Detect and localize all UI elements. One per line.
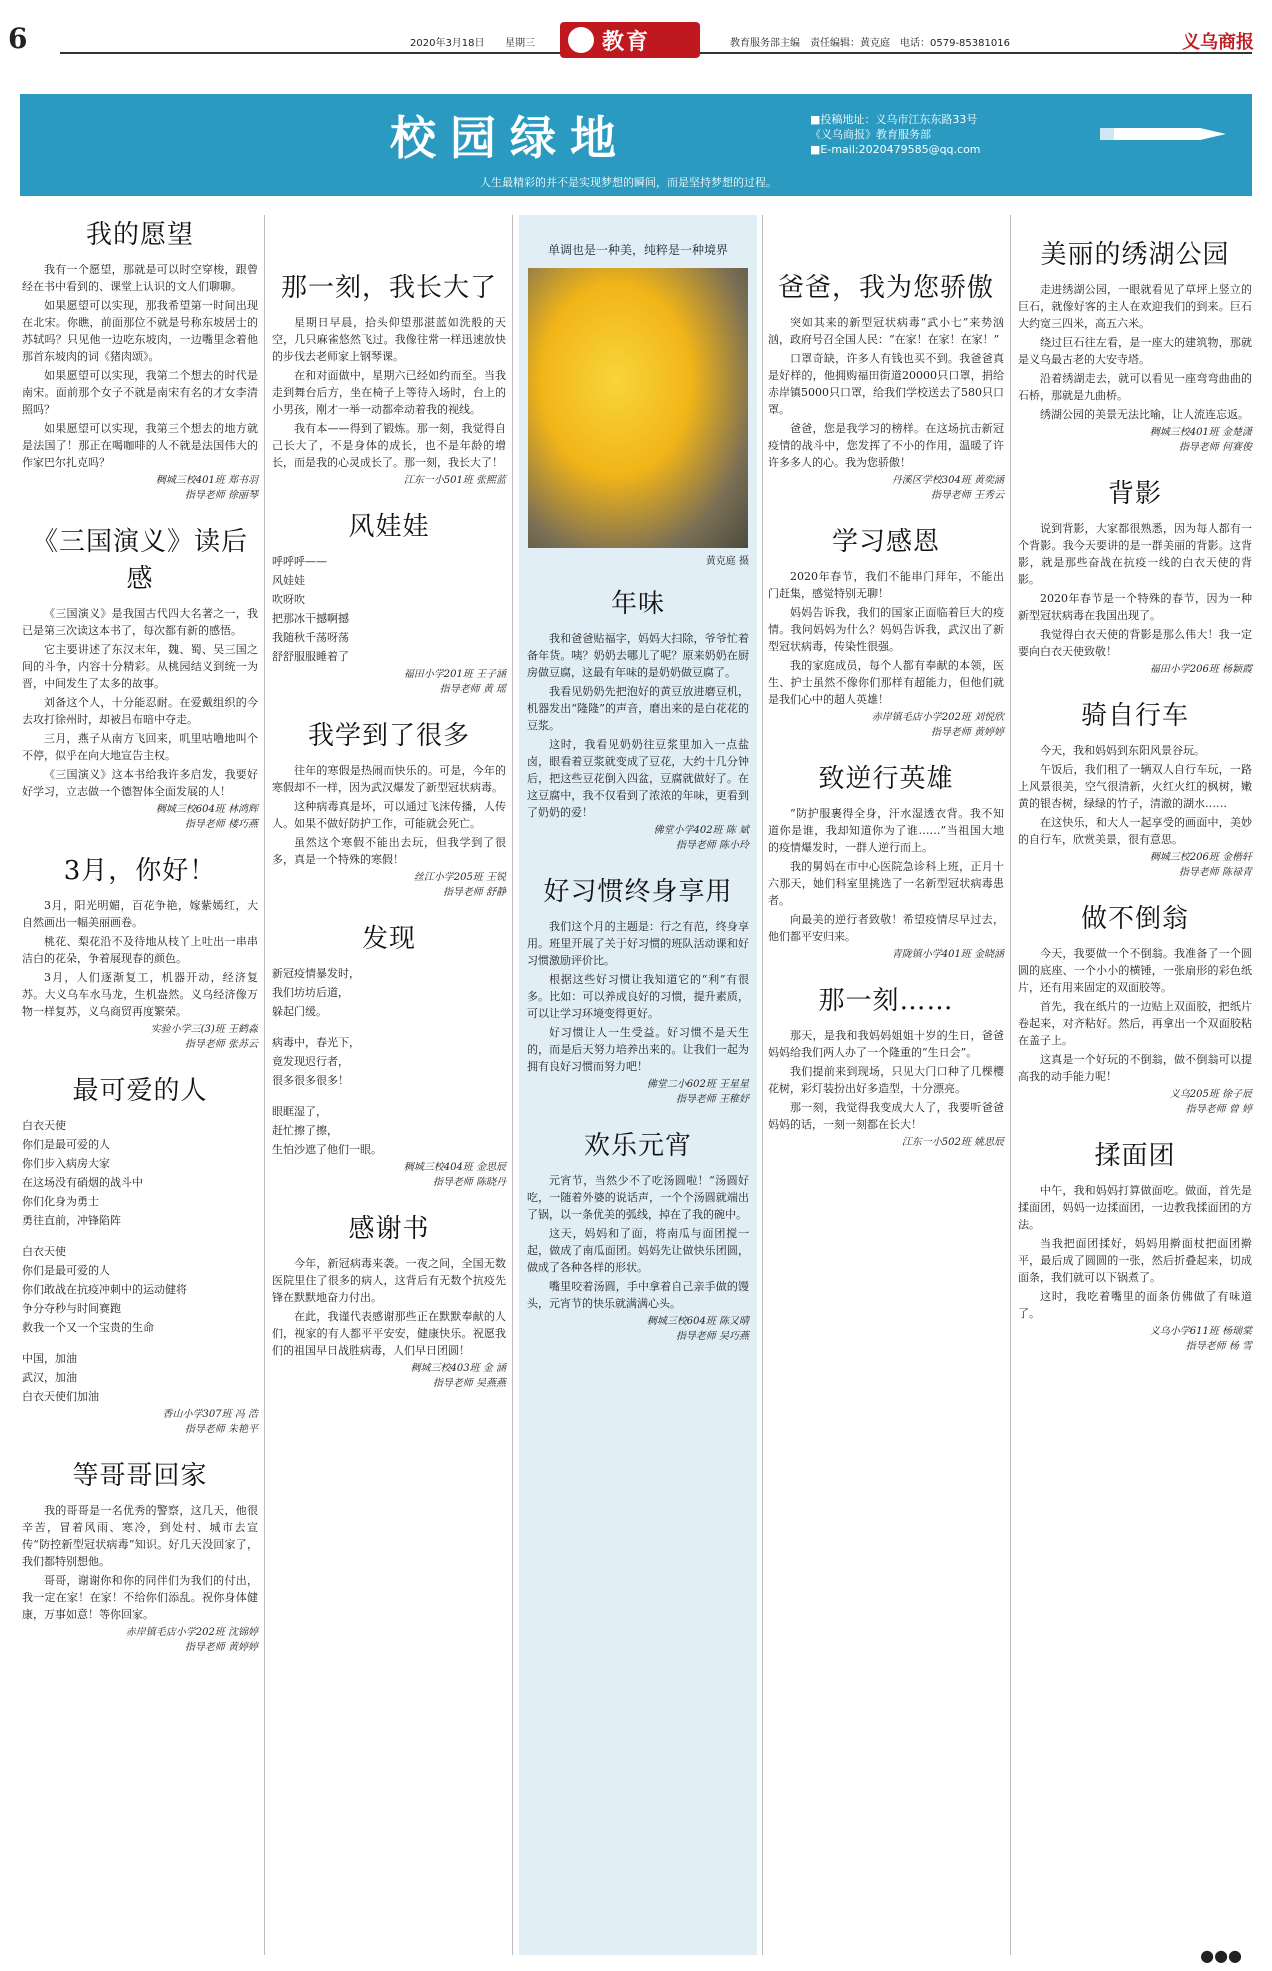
article-paragraph: 哥哥，谢谢你和你的同伴们为我们的付出，我一定在家！在家！不给你们添乱。祝你身体健康，万事如意！等你回家。 [22, 1574, 258, 1621]
poem-line: 把那冰干撼啊撼 [272, 612, 349, 625]
article [768, 758, 1004, 962]
poem-line: 你们是最可爱的人 [22, 1138, 110, 1151]
article [22, 1070, 258, 1437]
poem-line: 呼呼呼—— [272, 555, 327, 568]
article-title: 欢乐元宵 [583, 1131, 692, 1161]
column-3 [519, 215, 757, 1955]
article-paragraph: 我的哥哥是一名优秀的警察，这几天，他很辛苦，冒着风雨、寒冷，到处村、城市去宣传“防控新型冠状病毒”知识。好几天没回家了，我们都特别想他。 [22, 1504, 258, 1568]
article [527, 1125, 749, 1344]
poem-line: 我随秋千荡呀荡 [272, 631, 349, 644]
poem-line: 我们坊坊后道， [272, 986, 349, 999]
article-paragraph: 我觉得白衣天使的背影是那么伟大！我一定要向白衣天使致敬！ [1018, 628, 1252, 658]
article-teacher: 指导老师 楼巧燕 [184, 819, 258, 830]
article [1018, 234, 1252, 455]
column-5 [1018, 232, 1252, 1372]
article-paragraph: 2020年春节，我们不能串门拜年，不能出门赶集，感觉特别无聊！ [768, 570, 1004, 600]
poem-line: 生怕沙遮了他们一眼。 [272, 1143, 382, 1156]
article-paragraph: 它主要讲述了东汉末年，魏、蜀、吴三国之间的斗争，内容十分精彩。从桃园结义到统一为晋，中间发生了太多的故事。 [22, 643, 258, 690]
article-paragraph: 虽然这个寒假不能出去玩，但我学到了很多，真是一个特殊的寒假！ [272, 836, 506, 866]
poem-line: 你们敢战在抗疫冲刺中的运动健将 [22, 1283, 187, 1296]
column-banner [20, 94, 1252, 196]
article-paragraph: 这种病毒真是坏，可以通过飞沫传播，人传人。如果不做好防护工作，可能就会死亡。 [272, 800, 506, 830]
footer-icons: ●●● [1200, 1946, 1242, 1965]
article-paragraph: 嘴里咬着汤圆，手中拿着自己亲手做的馒头，元宵节的快乐就满满心头。 [527, 1280, 749, 1310]
article-paragraph: 今年，新冠病毒来袭。一夜之间，全国无数医院里住了很多的病人，这背后有无数个抗疫先锋在默默地奋力付出。 [272, 1257, 506, 1304]
article-paragraph: 这时，我吃着嘴里的面条仿佛做了有味道了。 [1018, 1290, 1252, 1320]
article-author: 义乌小学611班 杨瑞棠 [1149, 1326, 1252, 1337]
article-title: 感谢书 [348, 1214, 430, 1244]
motto: 人生最精彩的并不是实现梦想的瞬间，而是坚持梦想的过程。 [480, 176, 777, 189]
article-paragraph: 这真是一个好玩的不倒翁，做不倒翁可以提高我的动手能力呢！ [1018, 1053, 1252, 1083]
article [1018, 1135, 1252, 1354]
article [272, 506, 506, 697]
header-weekday: 星期三 [505, 38, 535, 49]
article-title: 那一刻，我长大了 [280, 273, 497, 303]
poem-line: 病毒中，春光下， [272, 1036, 360, 1049]
column-1 [22, 212, 258, 1673]
article-teacher: 指导老师 陈禄青 [1178, 867, 1252, 878]
article-teacher: 指导老师 杨 雪 [1185, 1341, 1252, 1352]
article-paragraph: 如果愿望可以实现，那我希望第一时间出现在北宋。你瞧，前面那位不就是号称东坡居士的苏轼吗？只见他一边吃东坡肉，一边嘴里念着他那首东坡肉的词《猪肉颂》。 [22, 299, 258, 363]
article-teacher: 指导老师 吴巧燕 [675, 1331, 749, 1342]
poem-line [22, 1231, 258, 1241]
article-paragraph: 刘备这个人，十分能忍耐。在爱戴组织的今去攻打徐州时，却被吕布暗中夺走。 [22, 696, 258, 726]
article-author: 丝江小学205班 王锐 [413, 872, 506, 883]
article-author: 稠城三校604班 林鸿辉 [155, 804, 258, 815]
article-paragraph: 绣湖公园的美景无法比喻，让人流连忘返。 [1040, 408, 1249, 421]
header-date: 2020年3月18日 [410, 38, 485, 49]
article [527, 583, 749, 853]
article-paragraph: “防护服裹得全身，汗水湿透衣背。我不知道你是谁，我却知道你为了谁……”当祖国大地的疫情爆发时，一群人逆行而上。 [768, 807, 1004, 854]
article-title: 美丽的绣湖公园 [1040, 240, 1230, 270]
article-author: 稠城三校404班 金思辰 [403, 1162, 506, 1173]
article-teacher: 指导老师 舒静 [442, 887, 506, 898]
article-paragraph: 《三国演义》是我国古代四大名著之一，我已是第三次读这本书了，每次都有新的感悟。 [22, 607, 258, 637]
article-paragraph: 当我把面团揉好，妈妈用擀面杖把面团擀平，最后成了圆圆的一张，然后折叠起来，切成面条，我们就可以下锅煮了。 [1018, 1237, 1252, 1284]
flower-photo [528, 268, 748, 548]
article-paragraph: 我和爸爸贴福字，妈妈大扫除，爷爷忙着备年货。咦？奶奶去哪儿了呢？原来奶奶在厨房做豆腐，这最有年味的是奶奶做豆腐了。 [527, 632, 749, 679]
article [768, 980, 1004, 1150]
newspaper-logo: 义乌商报 [1182, 32, 1254, 53]
article-title: 发现 [361, 924, 416, 954]
article-title: 背影 [1107, 479, 1162, 509]
poem-line: 白衣天使 [22, 1119, 66, 1132]
article-paragraph: 妈妈告诉我，我们的国家正面临着巨大的疫情。我问妈妈为什么？妈妈告诉我，武汉出了新型冠状病毒，传染性很强。 [768, 606, 1004, 653]
article-paragraph: 午饭后，我们租了一辆双人自行车玩，一路上风景很美，空气很清新，火红火红的枫树，嫩黄的银杏树，绿绿的竹子，清澈的湖水…… [1018, 763, 1252, 810]
article-paragraph: 那一刻，我觉得我变成大人了，我要听爸爸妈妈的话，一刻一刻都在长大！ [768, 1101, 1004, 1131]
column-divider [762, 215, 763, 1955]
contact-info [810, 112, 981, 157]
pencil-icon [1100, 116, 1230, 152]
article-paragraph: 星期日早晨，拾头仰望那湛蓝如洗般的天空，几只麻雀悠然飞过。我像往常一样迅速放快的步伐去老师家上钢琴课。 [272, 316, 506, 363]
article-paragraph: 这时，我看见奶奶往豆浆里加入一点盐卤，眼看着豆浆就变成了豆花，大约十几分钟后，把这些豆花倒入四盆，豆腐就做好了。在这豆腐中，我不仅看到了浓浓的年味，更看到了奶奶的爱！ [527, 738, 749, 819]
article-paragraph: 口罩奇缺，许多人有钱也买不到。我爸爸真是好样的，他拥购福田街道20000只口罩，捐给赤岸镇5000只口罩，给我们学校送去了580只口罩。 [768, 352, 1004, 416]
section-logo [560, 22, 700, 58]
poem-line: 白衣天使们加油 [22, 1390, 99, 1403]
article-author: 香山小学307班 冯 浩 [162, 1409, 258, 1420]
article-paragraph: 突如其来的新型冠状病毒“武小七”来势汹汹，政府号召全国人民：“在家！在家！在家！” [768, 316, 1004, 346]
poem-line: 白衣天使 [22, 1245, 66, 1258]
article [272, 267, 506, 488]
article-paragraph: 在这快乐，和大人一起享受的画面中，美妙的自行车，欣赏美景，很有意思。 [1018, 816, 1252, 846]
article-author: 江东一小502班 姚思辰 [901, 1137, 1004, 1148]
article-paragraph: 好习惯让人一生受益。好习惯不是天生的，而是后天努力培养出来的。让我们一起为拥有良好习惯而努力吧！ [527, 1026, 749, 1073]
article-paragraph: 我的舅妈在市中心医院急诊科上班，正月十六那天，她们科室里挑选了一名新型冠状病毒患者。 [768, 860, 1004, 907]
article-author: 稠城三校401班 郑书羽 [155, 475, 258, 486]
poem-line: 竟发现迟行者， [272, 1055, 349, 1068]
article-paragraph: 3月，人们逐渐复工，机器开动，经济复苏。大义乌车水马龙，生机盎然。义乌经济像万物一样复苏，义乌商贸再度繁荣。 [22, 971, 258, 1018]
article-paragraph: 3月，阳光明媚，百花争艳，嫁紫嫣红，大自然画出一幅美丽画卷。 [22, 899, 258, 929]
article-author: 福田小学206班 杨颖霞 [1149, 664, 1252, 675]
photo-caption: 单调也是一种美，纯粹是一种境界 [547, 243, 728, 257]
poem-line: 在这场没有硝烟的战斗中 [22, 1176, 143, 1189]
article-title: 学习感恩 [831, 527, 940, 557]
poem-line: 勇往直前，冲锋陷阵 [22, 1214, 121, 1227]
article-teacher: 指导老师 徐丽琴 [184, 490, 258, 501]
article-teacher: 指导老师 黄 瑶 [439, 684, 506, 695]
article-teacher: 指导老师 吴燕燕 [432, 1378, 506, 1389]
poem-line: 很多很多很多！ [272, 1074, 349, 1087]
contact-line: ■E-mail:2020479585@qq.com [810, 143, 981, 156]
article-title: 好习惯终身享用 [543, 877, 733, 907]
column-4 [768, 265, 1004, 1168]
poem-line: 你们步入病房大家 [22, 1157, 110, 1170]
article-paragraph: 三月，燕子从南方飞回来，叽里咕噜地叫个不停，似乎在向大地宣告主权。 [22, 732, 258, 762]
article-title: 3月，你好！ [63, 856, 217, 886]
article-title: 我学到了很多 [307, 721, 470, 751]
poem-line [272, 1022, 506, 1032]
article-author: 义乌205班 徐子辰 [1169, 1089, 1252, 1100]
article-paragraph: 在和对面做中，星期六已经如约而至。当我走到舞台后方，坐在椅子上等待入场时，台上的小男孩，刚才一举一动都牵动着我的视线。 [272, 369, 506, 416]
article-title: 风娃娃 [348, 512, 430, 542]
article-title: 年味 [610, 589, 665, 619]
poem-line: 躲起门缓。 [272, 1005, 327, 1018]
article-paragraph: 根据这些好习惯让我知道它的“利”有很多。比如：可以养成良好的习惯，提升素质，可以让学习环境变得更好。 [527, 973, 749, 1020]
article-paragraph: 中午，我和妈妈打算做面吃。做面，首先是揉面团，妈妈一边揉面团，一边教我揉面团的方法。 [1018, 1184, 1252, 1231]
article-teacher: 指导老师 朱艳平 [184, 1424, 258, 1435]
article-title: 最可爱的人 [72, 1076, 208, 1106]
article-author: 佛堂小学402班 陈 斌 [653, 825, 749, 836]
article-paragraph: 元宵节，当然少不了吃汤圆啦！“汤圆好吃，一随着外婆的说话声，一个个汤圆就端出了锅，以一条优美的弧线，掉在了我的碗中。 [527, 1174, 749, 1221]
article-title: 揉面团 [1094, 1141, 1176, 1171]
article-paragraph: 爸爸，您是我学习的榜样。在这场抗击新冠疫情的战斗中，您发挥了不小的作用，温暖了许许多多人的心。我为您骄傲！ [768, 422, 1004, 469]
article-author: 稠城三校206班 金楷轩 [1149, 852, 1252, 863]
article-teacher: 指导老师 陈小玲 [675, 840, 749, 851]
article-paragraph: 往年的寒假是热闹而快乐的。可是，今年的寒假却不一样，因为武汉爆发了新型冠状病毒。 [272, 764, 506, 794]
article-paragraph: 我的家庭成员，每个人都有奉献的本领，医生、护士虽然不像你们那样有超能力，但他们就是我们心中的超人英雄！ [768, 659, 1004, 706]
article-author: 稠城三校403班 金 涵 [410, 1363, 506, 1374]
column-title: 校园绿地 [390, 111, 630, 165]
article-title: 骑自行车 [1080, 701, 1189, 731]
article-teacher: 指导老师 黄婷婷 [930, 727, 1004, 738]
poem-line: 吹呀吹 [272, 593, 305, 606]
column-divider [1010, 215, 1011, 1955]
article [272, 918, 506, 1190]
article-paragraph: 这天，妈妈和了面，将南瓜与面团搅一起，做成了南瓜面团。妈妈先让做快乐团圆，做成了各种各样的形状。 [527, 1227, 749, 1274]
article-teacher: 指导老师 陈晓丹 [432, 1177, 506, 1188]
article-paragraph: 我有一个愿望，那就是可以时空穿梭，跟曾经在书中看到的、课堂上认识的文人们聊聊。 [22, 263, 258, 293]
article-paragraph: 说到背影，大家都很熟悉，因为每人都有一个背影。我今天要讲的是一群美丽的背影。这背影，就是那些奋战在抗疫一线的白衣天使的背影。 [1018, 522, 1252, 586]
article-title: 做不倒翁 [1080, 904, 1189, 934]
article-teacher: 指导老师 王秀云 [930, 490, 1004, 501]
contact-line: 《义乌商报》教育服务部 [810, 128, 931, 141]
poem-line [22, 1338, 258, 1348]
poem-line: 你们化身为勇士 [22, 1195, 99, 1208]
contact-line: ■投稿地址：义乌市江东东路33号 [810, 113, 978, 126]
article [22, 1455, 258, 1655]
page-header [0, 0, 1272, 88]
article [1018, 898, 1252, 1117]
article-author: 丹溪区学校304班 黄奕涵 [891, 475, 1004, 486]
article-paragraph: 如果愿望可以实现，我第二个想去的时代是南宋。面前那个女子不就是南宋有名的才女李清照吗？ [22, 369, 258, 416]
article-paragraph: 那天，是我和我妈妈姐姐十岁的生日，爸爸妈妈给我们两人办了一个隆重的“生日会”。 [768, 1029, 1004, 1059]
article-paragraph: 我们这个月的主题是：行之有范，终身享用。班里开展了关于好习惯的班队活动课和好习惯激励评价比。 [527, 920, 749, 967]
article-teacher: 指导老师 何赛俊 [1178, 442, 1252, 453]
article-paragraph: 向最美的逆行者致敬！希望疫情尽早过去，他们都平安归来。 [768, 913, 1004, 943]
article-title: 等哥哥回家 [72, 1461, 208, 1491]
poem-line: 风娃娃 [272, 574, 305, 587]
article [22, 214, 258, 503]
article-paragraph: 走进绣湖公园，一眼就看见了草坪上竖立的巨石，就像好客的主人在欢迎我们的到来。巨石大约宽三四米，高五六米。 [1018, 283, 1252, 330]
article [22, 521, 258, 832]
article [22, 850, 258, 1052]
article [1018, 473, 1252, 677]
article-teacher: 指导老师 曾 婷 [1185, 1104, 1252, 1115]
article-author: 稠城三校604班 陈又晴 [646, 1316, 749, 1327]
article-author: 青陇镇小学401班 金晓涵 [891, 949, 1004, 960]
article-paragraph: 我看见奶奶先把泡好的黄豆放进磨豆机，机器发出“隆隆”的声音，磨出来的是白花花的豆浆。 [527, 685, 749, 732]
article-author: 福田小学201班 王子涵 [403, 669, 506, 680]
article [768, 267, 1004, 503]
article-author: 江东一小501班 张熙蓝 [403, 475, 506, 486]
poem-line: 争分夺秒与时间赛跑 [22, 1302, 121, 1315]
article [527, 871, 749, 1107]
article-title: 爸爸，我为您骄傲 [777, 273, 994, 303]
article-paragraph: 沿着绣湖走去，就可以看见一座弯弯曲曲的石桥，那就是九曲桥。 [1018, 372, 1252, 402]
article-author: 稠城三校401班 金楚潇 [1149, 427, 1252, 438]
column-2 [272, 265, 506, 1409]
header-editor-info: 教育服务部主编 责任编辑：黄克庭 电话：0579-85381016 [730, 38, 1010, 49]
article-title: 我的愿望 [85, 220, 194, 250]
article-author: 佛堂二小602班 王星星 [646, 1079, 749, 1090]
column-3-articles [527, 583, 749, 1344]
poem-line: 武汉，加油 [22, 1371, 77, 1384]
article-paragraph: 绕过巨石往左看，是一座大的建筑物，那就是义乌最古老的大安寺塔。 [1018, 336, 1252, 366]
poem-line: 中国，加油 [22, 1352, 77, 1365]
column-divider [512, 215, 513, 1955]
photo-credit: 黄克庭 摄 [705, 556, 749, 567]
article-paragraph: 今天，我要做一个不倒翁。我准备了一个圆圆的底座、一个小小的横锤，一张扇形的彩色纸片，还有用来固定的双面胶等。 [1018, 947, 1252, 994]
poem-line: 眼眶湿了， [272, 1105, 327, 1118]
poem-line: 舒舒服服睡着了 [272, 650, 349, 663]
article [272, 1208, 506, 1391]
article [1018, 695, 1252, 880]
article-paragraph: 如果愿望可以实现，我第三个想去的地方就是法国了！那正在喝咖啡的人不就是法国伟大的作家巴尔扎克吗？ [22, 422, 258, 469]
article-author: 实验小学三(3)班 王鹤淼 [150, 1024, 258, 1035]
article-paragraph: 2020年春节是一个特殊的春节，因为一种新型冠状病毒在我国出现了。 [1018, 592, 1252, 622]
poem-line: 赶忙擦了擦， [272, 1124, 338, 1137]
article-title: 致逆行英雄 [818, 764, 954, 794]
poem-line [272, 1091, 506, 1101]
article-paragraph: 在此，我谨代表感谢那些正在默默奉献的人们，视家的有人都平平安安，健康快乐。祝愿我们的祖国早日战胜病毒，人们早日团圆！ [272, 1310, 506, 1357]
article-teacher: 指导老师 王稚妤 [675, 1094, 749, 1105]
page-number: 6 [8, 22, 28, 55]
article-paragraph: 首先，我在纸片的一边贴上双面胶，把纸片卷起来，对齐粘好。然后，再拿出一个双面胶粘在盖子上。 [1018, 1000, 1252, 1047]
section-logo-icon [568, 27, 594, 53]
article-title: 那一刻…… [818, 986, 954, 1016]
article-title: 《三国演义》读后感 [31, 527, 248, 594]
article-paragraph: 我们提前来到现场，只见大门口种了几棵樱花树，彩灯装扮出好多造型，十分漂亮。 [768, 1065, 1004, 1095]
article-paragraph: 桃花、梨花沿不及待地从枝丫上吐出一串串洁白的花朵，争着展现春的颜色。 [22, 935, 258, 965]
article-paragraph: 今天，我和妈妈到东阳风景谷玩。 [1040, 744, 1205, 757]
article-teacher: 指导老师 张苏云 [184, 1039, 258, 1050]
column-divider [264, 215, 265, 1955]
article-teacher: 指导老师 黄婷婷 [184, 1642, 258, 1653]
article [768, 521, 1004, 740]
article [272, 715, 506, 900]
section-name: 教育 [602, 29, 651, 55]
article-author: 赤岸镇毛店小学202班 刘悦欣 [871, 712, 1004, 723]
poem-line: 新冠疫情暴发时， [272, 967, 360, 980]
article-author: 赤岸镇毛店小学202班 沈锦婷 [125, 1627, 258, 1638]
poem-line: 救我一个又一个宝贵的生命 [22, 1321, 154, 1334]
article-paragraph: 《三国演义》这本书给我许多启发，我要好好学习，立志做一个德智体全面发展的人！ [22, 768, 258, 798]
poem-line: 你们是最可爱的人 [22, 1264, 110, 1277]
article-paragraph: 我有本——得到了锻炼。那一刻，我觉得自己长大了，不是身体的成长，也不是年龄的增长，而是我的心灵成长了。那一刻，我长大了！ [272, 422, 506, 469]
